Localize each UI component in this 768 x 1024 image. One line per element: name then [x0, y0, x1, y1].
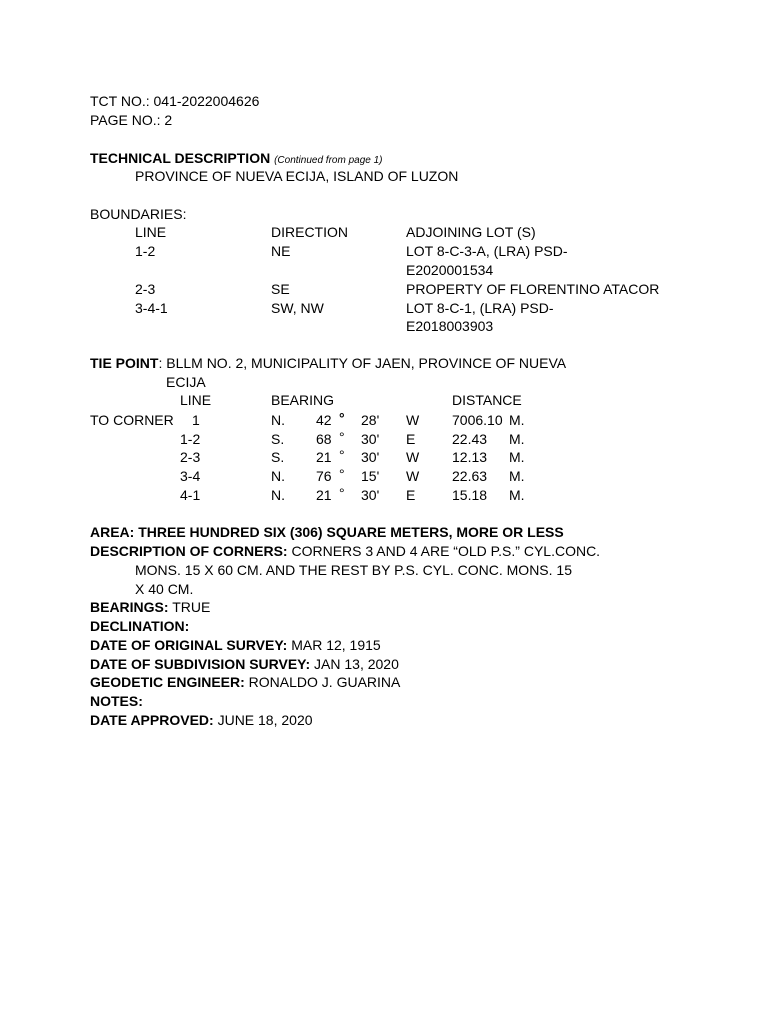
bearing-row-distance: 7006.10 [452, 412, 503, 428]
original-survey-value: MAR 12, 1915 [287, 637, 381, 653]
bearing-row-distance: 15.18 [452, 487, 488, 503]
boundary-row-adjoining: LOT 8-C-1, (LRA) PSD- [406, 300, 554, 316]
tct-number: TCT NO.: 041-2022004626 [90, 93, 260, 109]
to-corner-label: TO CORNER [90, 412, 174, 428]
engineer-value: RONALDO J. GUARINA [244, 674, 401, 690]
subdivision-survey-line [90, 655, 399, 673]
tie-point-text-cont: ECIJA [166, 374, 206, 390]
original-survey-line [90, 636, 381, 654]
degree-symbol: ° [339, 447, 345, 463]
technical-description-title: TECHNICAL DESCRIPTION [90, 150, 271, 166]
province-line: PROVINCE OF NUEVA ECIJA, ISLAND OF LUZON [135, 168, 459, 184]
boundaries-title: BOUNDARIES: [90, 206, 187, 222]
bearing-row-distance: 12.13 [452, 449, 488, 465]
boundary-row-line: 3-4-1 [135, 300, 168, 316]
bearing-row-ew: W [406, 468, 420, 484]
area-line: AREA: THREE HUNDRED SIX (306) SQUARE METERS, MORE OR LESS [90, 524, 564, 540]
bearing-row-line: 2-3 [180, 449, 201, 465]
declination-label: DECLINATION: [90, 618, 190, 634]
bearing-row-line: 3-4 [180, 468, 201, 484]
boundary-row-line: 1-2 [135, 243, 156, 259]
bearing-row-ns: N. [271, 412, 285, 428]
tie-point [90, 354, 566, 372]
tie-header-distance: DISTANCE [452, 392, 522, 408]
corners-value-cont: MONS. 15 X 60 CM. AND THE REST BY P.S. CYL. CONC. MONS. 15 [135, 562, 572, 578]
boundary-row-direction: SE [271, 281, 290, 297]
bearing-row-degrees: 76 [316, 468, 332, 484]
tie-header-line: LINE [180, 392, 212, 408]
bearing-row-unit: M. [509, 487, 525, 503]
corners-label: DESCRIPTION OF CORNERS: [90, 543, 288, 559]
description-of-corners [90, 542, 600, 560]
bearing-row-distance: 22.63 [452, 468, 488, 484]
bearing-row-minutes: 28' [361, 412, 380, 428]
bearing-row-distance: 22.43 [452, 431, 488, 447]
bearing-row-unit: M. [509, 431, 525, 447]
tie-point-text: : BLLM NO. 2, MUNICIPALITY OF JAEN, PROVINCE OF NUEVA [158, 355, 567, 371]
bearing-row-minutes: 30' [361, 487, 380, 503]
boundaries-header-direction: DIRECTION [271, 224, 348, 240]
bearing-row-minutes: 30' [361, 449, 380, 465]
bearing-row-line: 1 [192, 412, 200, 428]
bearing-row-minutes: 30' [361, 431, 380, 447]
degree-symbol: ° [339, 429, 345, 445]
bearing-row-minutes: 15' [361, 468, 380, 484]
bearing-row-line: 4-1 [180, 487, 201, 503]
boundary-row-adjoining: PROPERTY OF FLORENTINO ATACOR [406, 281, 660, 297]
tie-point-label: TIE POINT [90, 355, 159, 371]
subdivision-survey-value: JAN 13, 2020 [310, 656, 399, 672]
boundary-row-direction: NE [271, 243, 291, 259]
boundaries-header-adjoining: ADJOINING LOT (S) [406, 224, 536, 240]
boundary-row-adjoining-cont: E2020001534 [406, 262, 494, 278]
bearing-row-degrees: 21 [316, 449, 332, 465]
boundaries-header-line: LINE [135, 224, 167, 240]
boundary-row-line: 2-3 [135, 281, 156, 297]
bearing-row-unit: M. [509, 412, 525, 428]
bearing-row-unit: M. [509, 468, 525, 484]
degree-symbol: ° [339, 410, 345, 426]
page-number: PAGE NO.: 2 [90, 112, 173, 128]
approved-value: JUNE 18, 2020 [213, 712, 313, 728]
bearing-row-ns: S. [271, 449, 285, 465]
bearings-label: BEARINGS: [90, 599, 169, 615]
bearing-row-ns: S. [271, 431, 285, 447]
bearing-row-degrees: 21 [316, 487, 332, 503]
corners-value: CORNERS 3 AND 4 ARE “OLD P.S.” CYL.CONC. [287, 543, 601, 559]
bearing-row-unit: M. [509, 449, 525, 465]
boundary-row-adjoining-cont: E2018003903 [406, 318, 494, 334]
engineer-label: GEODETIC ENGINEER: [90, 674, 245, 690]
corners-value-cont: X 40 CM. [135, 581, 194, 597]
bearing-row-ew: W [406, 412, 420, 428]
bearing-row-ew: W [406, 449, 420, 465]
bearing-row-ew: E [406, 487, 416, 503]
original-survey-label: DATE OF ORIGINAL SURVEY: [90, 637, 288, 653]
boundary-row-adjoining: LOT 8-C-3-A, (LRA) PSD- [406, 243, 568, 259]
bearings-value: TRUE [168, 599, 211, 615]
bearing-row-line: 1-2 [180, 431, 201, 447]
geodetic-engineer-line [90, 673, 400, 691]
date-approved-line [90, 711, 313, 729]
notes-label: NOTES: [90, 693, 143, 709]
approved-label: DATE APPROVED: [90, 712, 214, 728]
degree-symbol: ° [339, 485, 345, 501]
bearing-row-ns: N. [271, 468, 285, 484]
boundary-row-direction: SW, NW [271, 300, 324, 316]
subdivision-survey-label: DATE OF SUBDIVISION SURVEY: [90, 656, 311, 672]
tie-header-bearing: BEARING [271, 392, 335, 408]
bearing-row-ns: N. [271, 487, 285, 503]
bearings-line [90, 598, 210, 616]
degree-symbol: ° [339, 466, 345, 482]
bearing-row-degrees: 68 [316, 431, 332, 447]
bearing-row-degrees: 42 [316, 412, 332, 428]
continued-note: (Continued from page 1) [274, 155, 383, 166]
bearing-row-ew: E [406, 431, 416, 447]
